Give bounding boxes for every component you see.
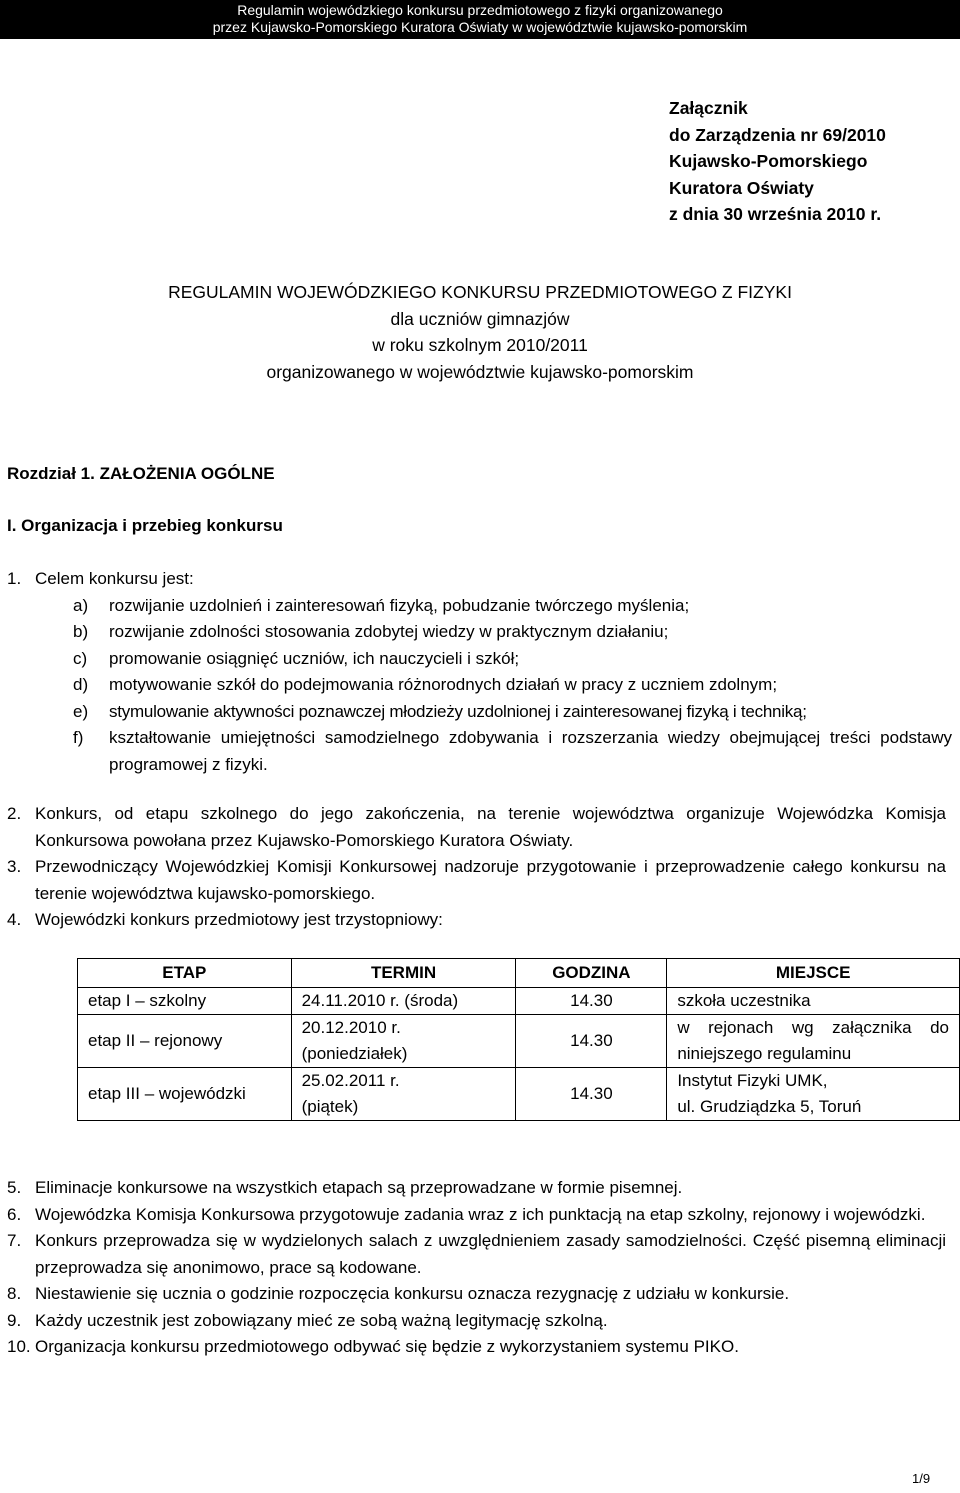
table-cell-miejsce: szkoła uczestnika <box>667 988 960 1015</box>
item-number: 3. <box>7 857 22 876</box>
termin-day: (poniedziałek) <box>301 1044 408 1063</box>
item-text: Eliminacje konkursowe na wszystkich etapach są przeprowadzane w formie pisemnej. <box>35 1178 683 1197</box>
table-cell-godzina: 14.30 <box>516 1015 667 1068</box>
table-header-cell: ETAP <box>78 959 292 988</box>
title-line: REGULAMIN WOJEWÓDZKIEGO KONKURSU PRZEDMIOTOWEGO Z FIZYKI <box>168 282 792 302</box>
termin-date: 25.02.2011 r. <box>301 1071 400 1090</box>
header-line-1: Regulamin wojewódzkiego konkursu przedmiotowego z fizyki organizowanego <box>237 2 723 18</box>
table-cell-miejsce <box>667 1068 960 1121</box>
miejsce-line: niniejszego regulaminu <box>677 1044 852 1063</box>
table-cell-godzina: 14.30 <box>516 1068 667 1121</box>
miejsce-line: ul. Grudziądzka 5, Toruń <box>677 1097 862 1116</box>
stages-table <box>77 958 960 1121</box>
item-text: Wojewódzka Komisja Konkursowa przygotowuje zadania wraz z ich punktacją na etap szkolny, rejonowy i wojewódzki. <box>35 1204 926 1224</box>
table-header-cell: MIEJSCE <box>667 959 960 988</box>
table-row <box>78 988 960 1015</box>
sub-key: e) <box>73 701 89 721</box>
item-number: 7. <box>7 1231 22 1250</box>
table-cell-termin <box>291 1068 516 1121</box>
item-number: 1. <box>7 569 22 588</box>
list-items-2-4 <box>7 801 946 934</box>
termin-day: (piątek) <box>301 1097 359 1116</box>
item-number: 4. <box>7 910 22 929</box>
sub-key: b) <box>73 622 89 641</box>
item-number: 8. <box>7 1284 22 1303</box>
sub-text: promowanie osiągnięć uczniów, ich nauczycieli i szkół; <box>109 648 520 668</box>
sub-text: rozwijanie zdolności stosowania zdobytej wiedzy w praktycznym działaniu; <box>109 622 669 641</box>
page-number: 1/9 <box>912 1471 931 1486</box>
header-line-2: przez Kujawsko-Pomorskiego Kuratora Oświaty w województwie kujawsko-pomorskim <box>212 19 748 35</box>
table-cell-etap: etap III – wojewódzki <box>78 1068 292 1121</box>
document-title <box>0 279 960 385</box>
item-text: Przewodniczący Wojewódzkiej Komisji Konkursowej nadzoruje przygotowanie i przeprowadzenie całego konkursu na terenie województwa kujawsko-pomorskiego. <box>35 857 946 903</box>
item-text: Konkurs przeprowadza się w wydzielonych salach z uwzględnieniem zasady samodzielności. Część pisemną eliminacji przeprowadza się anonimowo, prace są kodowane. <box>35 1231 946 1277</box>
list-items-5-10 <box>7 1175 946 1361</box>
title-line: dla uczniów gimnazjów <box>390 308 570 329</box>
item-text: Niestawienie się ucznia o godzinie rozpoczęcia konkursu oznacza rezygnację z udziału w konkursie. <box>35 1284 790 1303</box>
section-heading: I. Organizacja i przebieg konkursu <box>7 516 283 535</box>
sub-text: stymulowanie aktywności poznawczej młodzieży uzdolnionej i zainteresowanej fizyką i techniką; <box>109 701 807 721</box>
sub-text: kształtowanie umiejętności samodzielnego zdobywania i rozszerzania wiedzy obejmującej treści podstawy programowej z fizyki. <box>109 728 952 774</box>
annex-line: Załącznik <box>669 98 748 118</box>
table-cell-miejsce <box>667 1015 960 1068</box>
sub-key: f) <box>73 728 84 747</box>
termin-date: 20.12.2010 r. <box>301 1018 401 1037</box>
miejsce-line: Instytut Fizyki UMK, <box>677 1071 828 1090</box>
title-line: w roku szkolnym 2010/2011 <box>372 335 588 355</box>
table-cell-etap: etap I – szkolny <box>78 988 292 1015</box>
title-line: organizowanego w województwie kujawsko-pomorskim <box>266 361 694 382</box>
table-header-cell: GODZINA <box>516 959 667 988</box>
sublist <box>7 593 952 779</box>
table-cell-etap: etap II – rejonowy <box>78 1015 292 1068</box>
running-header <box>0 0 960 39</box>
sub-text: rozwijanie uzdolnień i zainteresowań fizyką, pobudzanie twórczego myślenia; <box>109 595 690 615</box>
sub-key: c) <box>73 648 88 668</box>
item-number: 2. <box>7 804 22 823</box>
annex-line: do Zarządzenia nr 69/2010 <box>669 124 886 145</box>
sub-key: a) <box>73 595 89 615</box>
annex-line: z dnia 30 września 2010 r. <box>669 204 882 224</box>
miejsce-line: w rejonach wg załącznika do <box>677 1018 949 1037</box>
item-number: 9. <box>7 1310 22 1330</box>
annex-line: Kuratora Oświaty <box>669 177 814 198</box>
item-number: 5. <box>7 1178 22 1197</box>
item-text: Każdy uczestnik jest zobowiązany mieć ze sobą ważną legitymację szkolną. <box>35 1310 608 1330</box>
chapter-heading: Rozdział 1. ZAŁOŻENIA OGÓLNE <box>7 464 275 483</box>
item-text: Organizacja konkursu przedmiotowego odbywać się będzie z wykorzystaniem systemu PIKO. <box>35 1337 739 1356</box>
item-number: 6. <box>7 1204 22 1224</box>
annex-block <box>669 95 886 228</box>
table-cell-termin: 24.11.2010 r. (środa) <box>291 988 516 1015</box>
item-text: Konkurs, od etapu szkolnego do jego zakończenia, na terenie województwa organizuje Wojewódzka Komisja Konkursowa powołana przez Kujawsko-Pomorskiego Kuratora Oświaty. <box>35 804 946 850</box>
list-item-1 <box>7 566 952 778</box>
sub-text: motywowanie szkół do podejmowania różnorodnych działań w pracy z uczniem zdolnym; <box>109 675 778 694</box>
table-header-cell: TERMIN <box>291 959 516 988</box>
item-text: Wojewódzki konkurs przedmiotowy jest trzystopniowy: <box>35 910 443 929</box>
item-number: 10. <box>7 1337 31 1356</box>
table-row <box>78 1015 960 1068</box>
table-header-row <box>78 959 960 988</box>
table-cell-termin <box>291 1015 516 1068</box>
table-cell-godzina: 14.30 <box>516 988 667 1015</box>
item-text: Celem konkursu jest: <box>35 569 194 588</box>
sub-key: d) <box>73 675 89 694</box>
annex-line: Kujawsko-Pomorskiego <box>669 151 868 171</box>
table-row <box>78 1068 960 1121</box>
